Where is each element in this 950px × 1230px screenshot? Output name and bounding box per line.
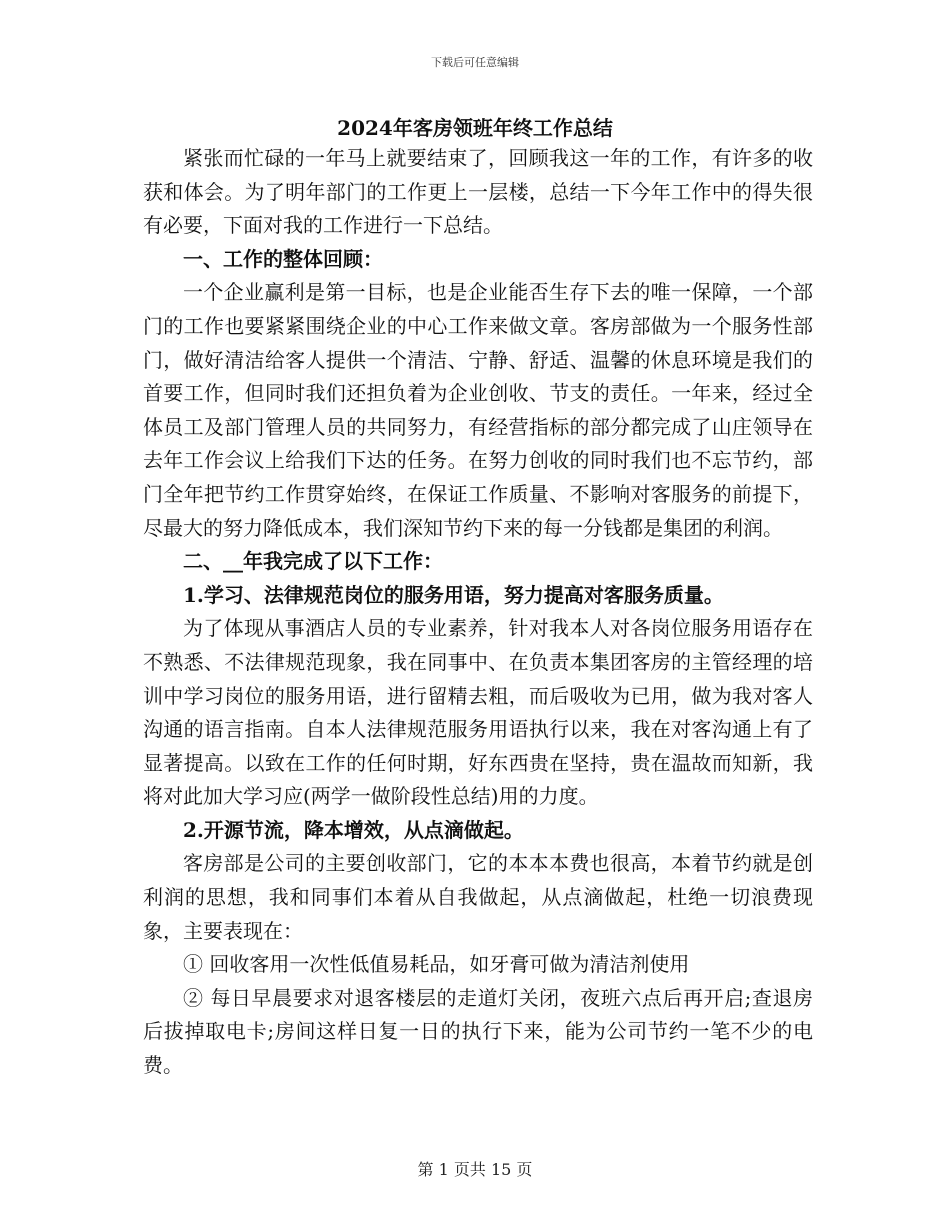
page-footer: 第 1 页共 15 页 <box>417 1160 533 1179</box>
service-language-paragraph: 为了体现从事酒店人员的专业素养，针对我本人对各岗位服务用语存在不熟悉、不法律规范现象，我在同事中、在负责本集团客房的主管经理的培训中学习岗位的服务用语，进行留精去粗，而后吸收为已用，做为我对客人沟通的语言指南。自本人法律规范服务用语执行以来，我在对客沟通上有了显著提高。以致在工作的任何时期，好东西贵在坚持，贵在温故而知新，我将对此加大学习应(两学一做阶段性总结)用的力度。 <box>143 616 813 809</box>
section-heading-1: 一、工作的整体回顾： <box>183 246 383 271</box>
subsection-heading-1: 1.学习、法律规范岗位的服务用语，努力提高对客服务质量。 <box>183 582 724 607</box>
list-item: ① 回收客用一次性低值易耗品，如牙膏可做为清洁剂使用 <box>183 952 690 977</box>
header-note: 下载后可任意编辑 <box>431 56 519 69</box>
list-item: ② 每日早晨要求对退客楼层的走道灯关闭，夜班六点后再开启;查退房后拔掉取电卡;房间这样日复一日的执行下来，能为公司节约一笔不少的电费。 <box>143 985 813 1078</box>
document-body <box>143 142 813 1083</box>
page-title: 2024年客房领班年终工作总结 <box>337 116 613 140</box>
subsection-heading-2: 2.开源节流，降本增效，从点滴做起。 <box>183 817 524 842</box>
overview-paragraph: 一个企业赢利是第一目标，也是企业能否生存下去的唯一保障，一个部门的工作也要紧紧围绕企业的中心工作来做文章。客房部做为一个服务性部门，做好清洁给客人提供一个清洁、宁静、舒适、温馨的休息环境是我们的首要工作，但同时我们还担负着为企业创收、节支的责任。一年来，经过全体员工及部门管理人员的共同努力，有经营指标的部分都完成了山庄领导在去年工作会议上给我们下达的任务。在努力创收的同时我们也不忘节约，部门全年把节约工作贯穿始终，在保证工作质量、不影响对客服务的前提下，尽最大的努力降低成本，我们深知节约下来的每一分钱都是集团的利润。 <box>143 280 813 540</box>
section-heading-2: 二、__年我完成了以下工作： <box>183 549 443 574</box>
intro-paragraph: 紧张而忙碌的一年马上就要结束了，回顾我这一年的工作，有许多的收获和体会。为了明年部门的工作更上一层楼，总结一下今年工作中的得失很有必要，下面对我的工作进行一下总结。 <box>143 146 813 238</box>
cost-saving-paragraph: 客房部是公司的主要创收部门，它的本本本费也很高，本着节约就是创利润的思想，我和同事们本着从自我做起，从点滴做起，杜绝一切浪费现象，主要表现在： <box>143 851 813 943</box>
